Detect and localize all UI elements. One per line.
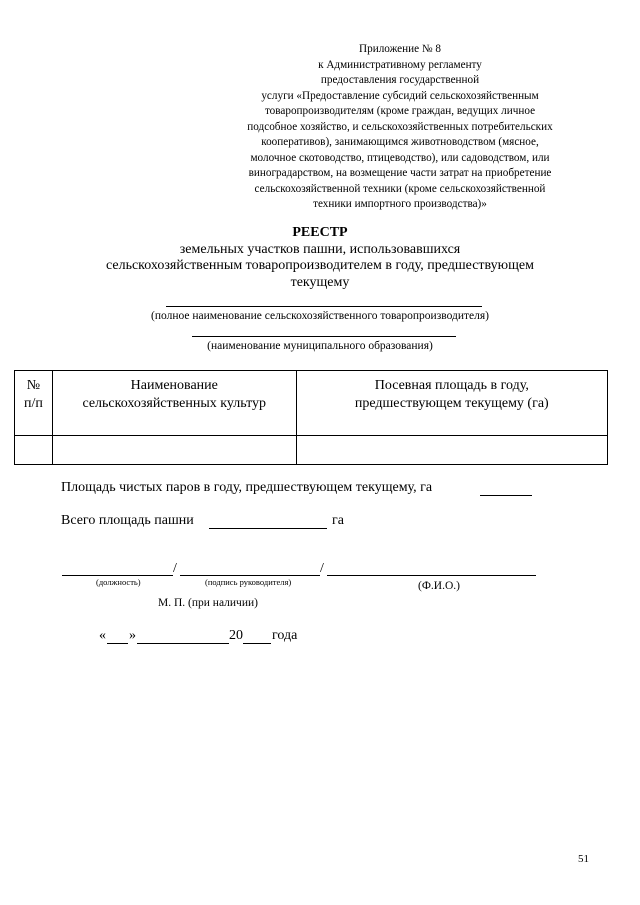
registry-subtitle: земельных участков пашни, использовавшихся (179, 241, 461, 257)
position-field[interactable] (62, 575, 173, 576)
appendix-line: к Административному регламенту (318, 58, 482, 71)
cell-number[interactable] (15, 436, 53, 465)
date-century: 20 (229, 628, 243, 643)
appendix-line: сельскохозяйственной техники (кроме сельскохозяйственной (254, 182, 546, 195)
header-number-line: № (26, 378, 41, 393)
fallow-label: Площадь чистых паров в году, предшествующем текущему, га (61, 480, 433, 495)
appendix-line: молочное скотоводство, птицеводство), или садоводством, или (250, 151, 550, 164)
appendix-line: Приложение № 8 (359, 43, 441, 55)
full-name-caption: (Ф.И.О.) (418, 580, 460, 592)
header-area-line: Посевная площадь в году, (374, 378, 529, 393)
fallow-field[interactable] (480, 495, 532, 496)
full-name-field[interactable] (327, 575, 536, 576)
header-number-line: п/п (24, 396, 43, 411)
stamp-caption: М. П. (при наличии) (158, 597, 258, 609)
table-row (15, 436, 608, 465)
slash-separator: / (173, 561, 177, 576)
municipality-field[interactable] (192, 336, 456, 337)
signature-caption: (подпись руководителя) (205, 577, 292, 587)
header-area-line: предшествующем текущему (га) (354, 396, 549, 411)
registry-subtitle: сельскохозяйственным товаропроизводителем в году, предшествующем (106, 258, 534, 273)
page-number: 51 (578, 853, 589, 865)
total-field[interactable] (209, 528, 327, 529)
header-crop (52, 371, 296, 436)
total-label: Всего площадь пашни (61, 513, 194, 528)
page-title: РЕЕСТР (292, 225, 348, 240)
cell-crop[interactable] (52, 436, 296, 465)
date-month-field[interactable] (137, 643, 229, 644)
total-unit: га (332, 513, 344, 528)
header-area (296, 371, 607, 436)
registry-subtitle: текущему (290, 274, 350, 290)
appendix-line: товаропроизводителям (кроме граждан, ведущих личное (264, 105, 536, 117)
appendix-line: услуги «Предоставление субсидий сельскохозяйственным (261, 89, 539, 102)
appendix-line: предоставления государственной (320, 74, 480, 86)
date-close-quote: » (129, 628, 136, 643)
registry-table (14, 370, 608, 465)
appendix-line: техники импортного производства)» (313, 198, 487, 210)
header-number (15, 371, 53, 436)
cell-area[interactable] (296, 436, 607, 465)
producer-name-caption: (полное наименование сельскохозяйственного товаропроизводителя) (151, 310, 489, 322)
registry-heading (60, 225, 580, 291)
producer-name-field[interactable] (166, 306, 482, 307)
appendix-line: кооперативов), занимающимся животноводством (мясное, (261, 136, 539, 148)
table-header-row (15, 371, 608, 436)
appendix-line: подсобное хозяйство, и сельскохозяйственных потребительских (247, 120, 553, 133)
appendix-header (200, 42, 600, 213)
date-day-field[interactable] (107, 643, 128, 644)
position-caption: (должность) (96, 577, 141, 587)
header-crop-line: Наименование (130, 378, 218, 393)
date-open-quote: « (99, 628, 106, 643)
date-year-word: года (272, 628, 298, 643)
date-year-field[interactable] (243, 643, 271, 644)
appendix-line: виноградарством, на возмещение части затрат на приобретение (248, 167, 552, 179)
signature-field[interactable] (180, 575, 320, 576)
municipality-caption: (наименование муниципального образования) (207, 340, 433, 352)
slash-separator: / (320, 561, 324, 576)
header-crop-line: сельскохозяйственных культур (82, 396, 267, 411)
